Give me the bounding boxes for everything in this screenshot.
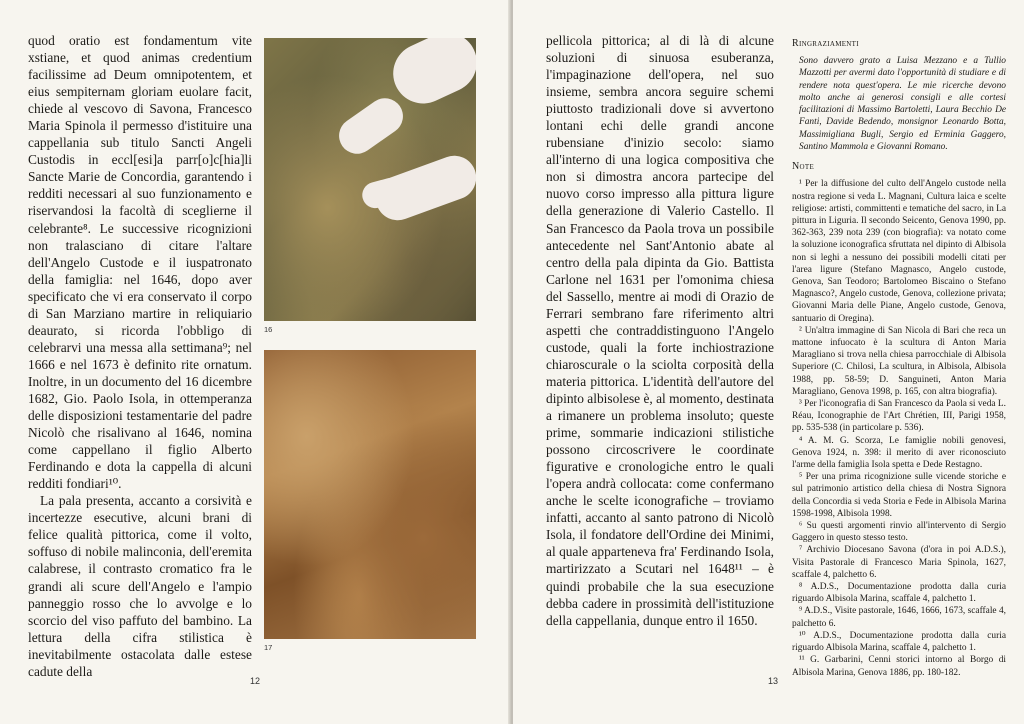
footnote: ⁶ Su questi argomenti rinvio all'intervento di Sergio Gaggero in questo stesso testo.	[792, 521, 1006, 544]
footnote: ¹⁰ A.D.S., Documentazione prodotta dalla curia riguardo Albisola Marina, scaffale 4, palchetto 1.	[792, 630, 1006, 654]
figure-17-photo	[264, 350, 476, 639]
right-paragraph: pellicola pittorica; al di là di alcune soluzioni di sinuosa esuberanza, l'impaginazione dell'opera, nel suo insieme, sembra ancora seguire schemi piuttosto tradizionali dove si avvertono lontani echi delle grandi ancone rubensiane d'inizio secolo: siamo all'interno di una logica compositiva che non si dimostra ancora partecipe del nuovo corso impresso alla pittura ligure della generazione di Valerio Castello. Il San Francesco da Paola trova un possibile antecedente nel Sant'Antonio abate al centro della pala dipinta da Gio. Battista Carlone nel 1631 per l'omonima chiesa del Sassello, mentre ai modi di Orazio de Ferrari sembrano fare riferimento altri aspetti che contraddistinguono l'Angelo custode, quali la forte inchiostrazione chiaroscurale o la sciolta corposità della materia pittorica. L'identità dell'autore del dipinto albisolese è, al momento, destinata a rimanere un problema insoluto; queste prime, sommarie indicazioni stilistiche possono circoscrivere le coordinate figurative e cronologiche entro le quali l'opera andrà collocata: come confermano anche le scelte iconografiche – troviamo infatti, accanto al santo patrono di Nicolò Isola, il fondatore dell'Ordine dei Minimi, al quale apparteneva fra' Ferdinando Isola, martirizzato a Scutari nel 1648¹¹ – è quindi probabile che la sua esecuzione debba cadere in prossimità dell'istituzione della cappellania, dunque entro il 1650.	[546, 33, 774, 628]
notes-heading: Note	[792, 161, 815, 173]
footnote: ⁷ Archivio Diocesano Savona (d'ora in poi A.D.S.), Visita Pastorale di Francesco Maria Spinola, 1627, scaffale 4, palchetto 6.	[792, 545, 1006, 580]
footnote: ¹ Per la diffusione del culto dell'Angelo custode nella nostra regione si veda L. Magnani, Cultura laica e scelte religiose: artisti, committenti e tematiche del sacro, in La pittura in Liguria. Il secondo Seicento, Genova 1990, pp. 362-363, 239 nota 239 (con biografia): va notato come la soluzione iconografica sfruttata nel dipinto di Albisola non si leghi a nessuno dei possibili modelli citati per l'area ligure (Stefano Magnasco, Angelo custode, Genova, San Teodoro; Bartolomeo Biscaino o Stefano Magnasco?, Angelo custode, Genova, collezione privata; Giovanni Maria delle Piane, Angelo custode, Genova, santuario di Oregina).	[792, 179, 1006, 324]
figure-16-caption: 16	[264, 325, 273, 334]
footnote: ³ Per l'iconografia di San Francesco da Paola si veda L. Réau, Iconographie de l'Art Chrétien, III, Parigi 1958, pp. 535-538 (in particolare p. 536).	[792, 399, 1006, 434]
footnote: ⁸ A.D.S., Documentazione prodotta dalla curia riguardo Albisola Marina, scaffale 4, palchetto 1.	[792, 582, 1006, 605]
figure-16-photo	[264, 38, 476, 321]
acknowledgements-text: Sono davvero grato a Luisa Mezzano e a Tullio Mazzotti per avermi dato l'opportunità di studiare e di rendere nota quest'opera. Le mie ricerche devono molto anche ai generosi consigli e alle cortesi facilitazioni di Massimo Bartoletti, Laura Becchio De Fanti, Davide Bedendo, monsignor Leonardo Botta, Massimigliana Bugli, Sergio ed Erminia Gaggero, Santino Mammola e Giovanni Romano.	[799, 56, 1006, 153]
footnote: ⁴ A. M. G. Scorza, Le famiglie nobili genovesi, Genova 1924, n. 398: il merito di aver riconosciuto l'arme della famiglia Isola spetta e Dede Restagno.	[792, 435, 1006, 471]
notes-column	[792, 38, 1006, 679]
page-number-left: 12	[250, 676, 261, 686]
footnote: ⁵ Per una prima ricognizione sulle vicende storiche e sul patrimonio artistico della chiesa di Nostra Signora della Concordia si veda Storia e Fede in Albisola Marina 1598-1998, Albisola 1998.	[792, 472, 1006, 519]
right-page	[513, 0, 1024, 724]
left-page	[0, 0, 511, 724]
footnote: ² Un'altra immagine di San Nicola di Bari che reca un mattone infuocato è la scultura di Anton Maria Maragliano si trova nella chiesa parrocchiale di Albisola Superiore (C. Chilosi, La scultura, in Albisola, Albisola 1988, pp. 58-59; D. Sanguineti, Anton Maria Maragliano, Genova 1998, p. 165, con altra biografia).	[792, 325, 1006, 397]
left-body-text	[28, 32, 252, 680]
right-body-text	[546, 32, 774, 629]
left-paragraph-1: quod oratio est fondamentum vite xstiane, et quod animas credentium facilissime ad Deum omnipotentem, et eius sempiternam gloriam euolare facit, chiede al vescovo di Savona, Francesco Maria Spinola il permesso d'istituire una cappellania sub titulo Sancti Angeli Custodis in eccl[esi]a parr[o]c[hia]li Sancte Marie de Concordia, garantendo i redditi necessari al suo funzionamento e riservandosi la facoltà di sceglierne il celebrante⁸. Le successive ricognizioni non tralasciano di citare l'altare dell'Angelo Custode e il iuspatronato della famiglia: nel 1646, dopo aver specificato che vi era conservato il corpo di San Marziano martire in reliquiario deaurato, si ricorda l'obbligo di celebrarvi una messa alla settimana⁹; nel 1666 e nel 1673 è definito rite ornatum. Inoltre, in un documento del 16 dicembre 1682, Gio. Paolo Isola, in ottemperanza delle disposizioni testamentarie del padre Nicolò che risalivano al 1646, nomina come cappellano il figlio Alberto Ferdinando e dota la cappella di alcuni redditi fondiari¹⁰.	[28, 33, 252, 492]
page-number-right: 13	[768, 676, 779, 686]
footnote: ¹¹ G. Garbarini, Cenni storici intorno al Borgo di Albisola Marina, Genova 1886, pp. 180-182.	[792, 655, 1006, 678]
acknowledgements-heading: Ringraziamenti	[792, 38, 859, 49]
left-paragraph-2: La pala presenta, accanto a corsività e incertezze esecutive, alcuni brani di felice qualità pittorica, come il volto, soffuso di nobile malinconia, dell'eremita calabrese, il contrasto cromatico fra le grandi ali scure dell'Angelo e l'ampio panneggio rosso che lo avvolge e lo scorcio del viso paffuto del bambino. La lettura della cifra stilistica è inevitabilmente ostacolata dalle estese cadute della	[28, 493, 252, 679]
footnote: ⁹ A.D.S., Visite pastorale, 1646, 1666, 1673, scaffale 4, palchetto 6.	[792, 606, 1006, 629]
figure-17-caption: 17	[264, 643, 273, 652]
